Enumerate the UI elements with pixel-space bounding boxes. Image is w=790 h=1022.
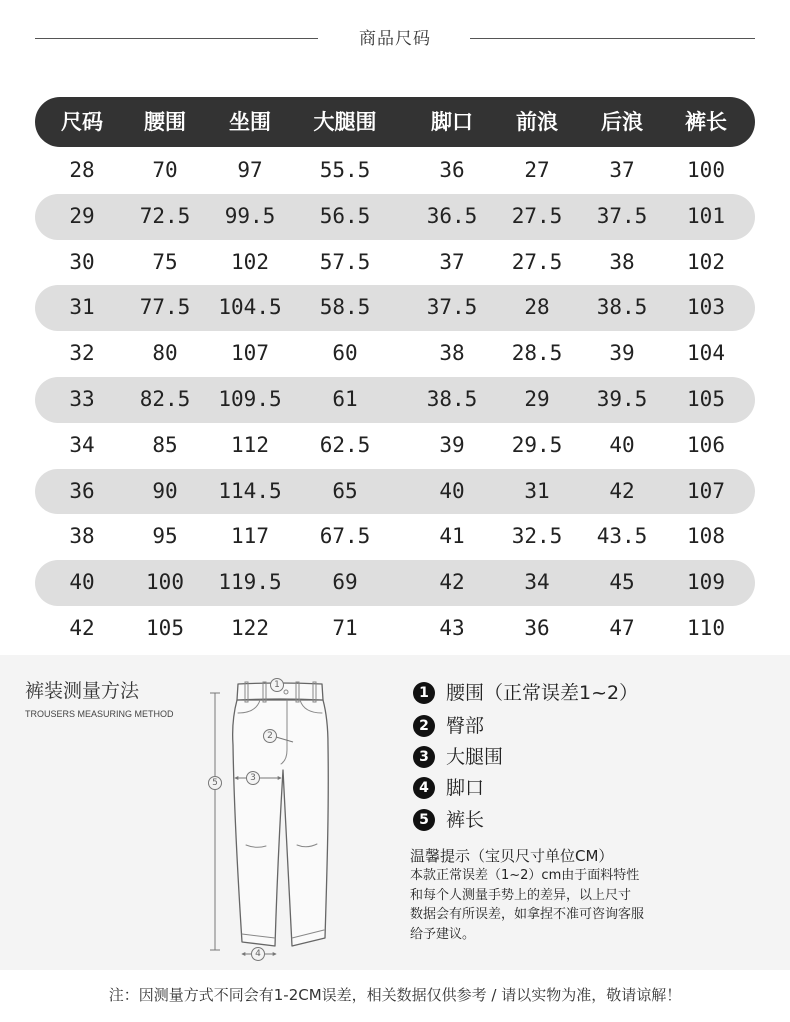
back-rise-cell: 39.5 bbox=[596, 386, 648, 411]
thigh-cell: 69 bbox=[332, 570, 358, 595]
thigh-cell: 57.5 bbox=[319, 249, 371, 274]
length-cell: 102 bbox=[687, 249, 725, 274]
thigh-cell: 55.5 bbox=[319, 158, 371, 182]
size-tip bbox=[410, 846, 644, 944]
back-rise-cell: 45 bbox=[609, 570, 635, 595]
leg-opening-cell: 40 bbox=[439, 478, 465, 503]
step-label: 腰围（正常误差1~2） bbox=[446, 682, 639, 704]
table-row bbox=[35, 469, 755, 515]
length-cell: 106 bbox=[687, 432, 725, 457]
leg-opening-cell: 38.5 bbox=[426, 386, 478, 411]
hip-cell: 104.5 bbox=[218, 295, 282, 320]
table-row bbox=[35, 514, 755, 560]
measuring-step bbox=[413, 680, 638, 706]
front-rise-cell: 27 bbox=[524, 158, 550, 182]
diagram-marker-number: 5 bbox=[212, 778, 218, 788]
back-rise-cell: 43.5 bbox=[596, 524, 648, 549]
leg-opening-cell: 36 bbox=[439, 158, 465, 182]
length-cell: 103 bbox=[687, 295, 725, 320]
thigh-cell: 71 bbox=[332, 615, 358, 640]
measuring-method-title: 裤装测量方法 bbox=[25, 680, 140, 702]
back-rise-cell: 37.5 bbox=[596, 203, 648, 228]
size-cell: 28 bbox=[69, 158, 95, 182]
column-header-front-rise: 前浪 bbox=[516, 110, 558, 134]
front-rise-cell: 29 bbox=[524, 386, 550, 411]
thigh-cell: 58.5 bbox=[319, 295, 371, 320]
measuring-step bbox=[413, 807, 484, 833]
diagram-marker-hip bbox=[264, 730, 277, 743]
table-row bbox=[35, 148, 755, 194]
measuring-panel bbox=[0, 655, 790, 970]
column-header-hip: 坐围 bbox=[229, 110, 271, 134]
front-rise-cell: 36 bbox=[524, 615, 550, 640]
hip-cell: 114.5 bbox=[218, 478, 282, 503]
hip-cell: 107 bbox=[231, 341, 269, 366]
hip-cell: 97 bbox=[237, 158, 263, 182]
diagram-marker-number: 3 bbox=[250, 773, 256, 783]
table-row bbox=[35, 194, 755, 240]
hip-cell: 102 bbox=[231, 249, 269, 274]
back-rise-cell: 40 bbox=[609, 432, 635, 457]
title-divider-right bbox=[470, 38, 755, 39]
front-rise-cell: 28.5 bbox=[511, 341, 563, 366]
diagram-marker-thigh bbox=[247, 772, 260, 785]
size-cell: 36 bbox=[69, 478, 95, 503]
hip-cell: 119.5 bbox=[218, 570, 282, 595]
step-number-badge: 2 bbox=[413, 715, 435, 737]
trousers-diagram bbox=[200, 670, 350, 965]
leg-opening-cell: 39 bbox=[439, 432, 465, 457]
step-number-badge: 4 bbox=[413, 777, 435, 799]
size-tip-title: 温馨提示（宝贝尺寸单位CM） bbox=[410, 847, 614, 865]
column-header-back-rise: 后浪 bbox=[601, 110, 643, 134]
thigh-cell: 67.5 bbox=[319, 524, 371, 549]
size-cell: 30 bbox=[69, 249, 95, 274]
diagram-marker-hem bbox=[252, 948, 265, 961]
waist-cell: 85 bbox=[152, 432, 178, 457]
disclaimer-note: 注：因测量方式不同会有1-2CM误差，相关数据仅供参考 / 请以实物为准，敬请谅解！ bbox=[108, 986, 682, 1004]
back-rise-cell: 37 bbox=[609, 158, 635, 182]
size-cell: 33 bbox=[69, 386, 95, 411]
length-cell: 101 bbox=[687, 203, 725, 228]
back-rise-cell: 39 bbox=[609, 341, 635, 366]
leg-opening-cell: 37 bbox=[439, 249, 465, 274]
diagram-marker-number: 4 bbox=[255, 949, 261, 959]
step-number-badge: 1 bbox=[413, 682, 435, 704]
front-rise-cell: 27.5 bbox=[511, 249, 563, 274]
size-cell: 34 bbox=[69, 432, 95, 457]
diagram-marker-length bbox=[209, 777, 222, 790]
table-row bbox=[35, 285, 755, 331]
length-cell: 105 bbox=[687, 386, 725, 411]
column-header-size: 尺码 bbox=[61, 110, 103, 134]
thigh-cell: 65 bbox=[332, 478, 358, 503]
back-rise-cell: 38.5 bbox=[596, 295, 648, 320]
back-rise-cell: 47 bbox=[609, 615, 635, 640]
column-header-leg-opening: 脚口 bbox=[431, 110, 473, 134]
size-table-header bbox=[35, 97, 755, 147]
length-cell: 107 bbox=[687, 478, 725, 503]
table-row bbox=[35, 606, 755, 652]
column-header-waist: 腰围 bbox=[144, 110, 186, 134]
step-label: 大腿围 bbox=[446, 746, 504, 768]
waist-cell: 105 bbox=[146, 615, 184, 640]
front-rise-cell: 31 bbox=[524, 478, 550, 503]
waist-cell: 90 bbox=[152, 478, 178, 503]
size-tip-line: 数据会有所误差，如拿捏不准可咨询客服 bbox=[410, 907, 645, 922]
waist-cell: 72.5 bbox=[139, 203, 191, 228]
waist-cell: 100 bbox=[146, 570, 184, 595]
step-label: 裤长 bbox=[446, 809, 485, 831]
back-rise-cell: 42 bbox=[609, 478, 635, 503]
size-tip-line: 本款正常误差（1~2）cm由于面料特性 bbox=[410, 868, 640, 883]
column-header-thigh: 大腿围 bbox=[313, 110, 377, 134]
measuring-step bbox=[413, 775, 484, 801]
table-row bbox=[35, 377, 755, 423]
hip-cell: 122 bbox=[231, 615, 269, 640]
step-label: 臀部 bbox=[446, 715, 485, 737]
diagram-marker-number: 1 bbox=[274, 680, 280, 690]
front-rise-cell: 34 bbox=[524, 570, 550, 595]
table-row bbox=[35, 331, 755, 377]
size-table bbox=[35, 97, 755, 640]
size-chart-title: 商品尺码 bbox=[359, 29, 431, 49]
thigh-cell: 61 bbox=[332, 386, 358, 411]
table-row bbox=[35, 560, 755, 606]
waist-cell: 77.5 bbox=[139, 295, 191, 320]
diagram-marker-waist bbox=[271, 679, 284, 692]
table-row bbox=[35, 423, 755, 469]
size-tip-line: 和每个人测量手势上的差异，以上尺寸 bbox=[410, 887, 632, 903]
step-number-badge: 5 bbox=[413, 809, 435, 831]
length-cell: 104 bbox=[687, 341, 725, 366]
title-divider-left bbox=[35, 38, 318, 39]
front-rise-cell: 32.5 bbox=[511, 524, 563, 549]
waist-cell: 75 bbox=[152, 249, 178, 274]
length-cell: 109 bbox=[687, 570, 725, 595]
column-header-length: 裤长 bbox=[685, 110, 727, 134]
size-cell: 40 bbox=[69, 570, 95, 595]
leg-opening-cell: 42 bbox=[439, 570, 465, 595]
leg-opening-cell: 37.5 bbox=[426, 295, 478, 320]
measuring-step bbox=[413, 744, 503, 770]
length-cell: 110 bbox=[687, 615, 725, 640]
length-cell: 108 bbox=[687, 524, 725, 549]
step-number-badge: 3 bbox=[413, 746, 435, 768]
back-rise-cell: 38 bbox=[609, 249, 635, 274]
measuring-step bbox=[413, 713, 484, 739]
waist-cell: 82.5 bbox=[139, 386, 191, 411]
waist-cell: 70 bbox=[152, 158, 178, 182]
table-row bbox=[35, 240, 755, 286]
size-cell: 42 bbox=[69, 615, 95, 640]
size-cell: 31 bbox=[69, 295, 95, 320]
size-cell: 29 bbox=[69, 203, 95, 228]
length-cell: 100 bbox=[687, 158, 725, 182]
diagram-marker-number: 2 bbox=[267, 731, 273, 741]
leg-opening-cell: 38 bbox=[439, 341, 465, 366]
hip-cell: 117 bbox=[231, 524, 269, 549]
front-rise-cell: 29.5 bbox=[511, 432, 563, 457]
size-tip-line: 给予建议。 bbox=[410, 926, 476, 942]
hip-cell: 112 bbox=[231, 432, 269, 457]
thigh-cell: 56.5 bbox=[319, 203, 371, 228]
leg-opening-cell: 41 bbox=[439, 524, 465, 549]
hip-cell: 99.5 bbox=[224, 203, 276, 228]
leg-opening-cell: 43 bbox=[439, 615, 465, 640]
size-cell: 38 bbox=[69, 524, 95, 549]
front-rise-cell: 27.5 bbox=[511, 203, 563, 228]
size-cell: 32 bbox=[69, 341, 95, 366]
hip-cell: 109.5 bbox=[218, 386, 282, 411]
thigh-cell: 60 bbox=[332, 341, 358, 366]
thigh-cell: 62.5 bbox=[319, 432, 371, 457]
leg-opening-cell: 36.5 bbox=[426, 203, 478, 228]
trousers-outline bbox=[233, 683, 329, 946]
waist-cell: 80 bbox=[152, 341, 178, 366]
front-rise-cell: 28 bbox=[524, 295, 550, 320]
step-label: 脚口 bbox=[446, 777, 485, 799]
measuring-method-subtitle: TROUSERS MEASURING METHOD bbox=[25, 709, 174, 719]
waist-cell: 95 bbox=[152, 524, 178, 549]
size-table-body bbox=[35, 148, 755, 652]
